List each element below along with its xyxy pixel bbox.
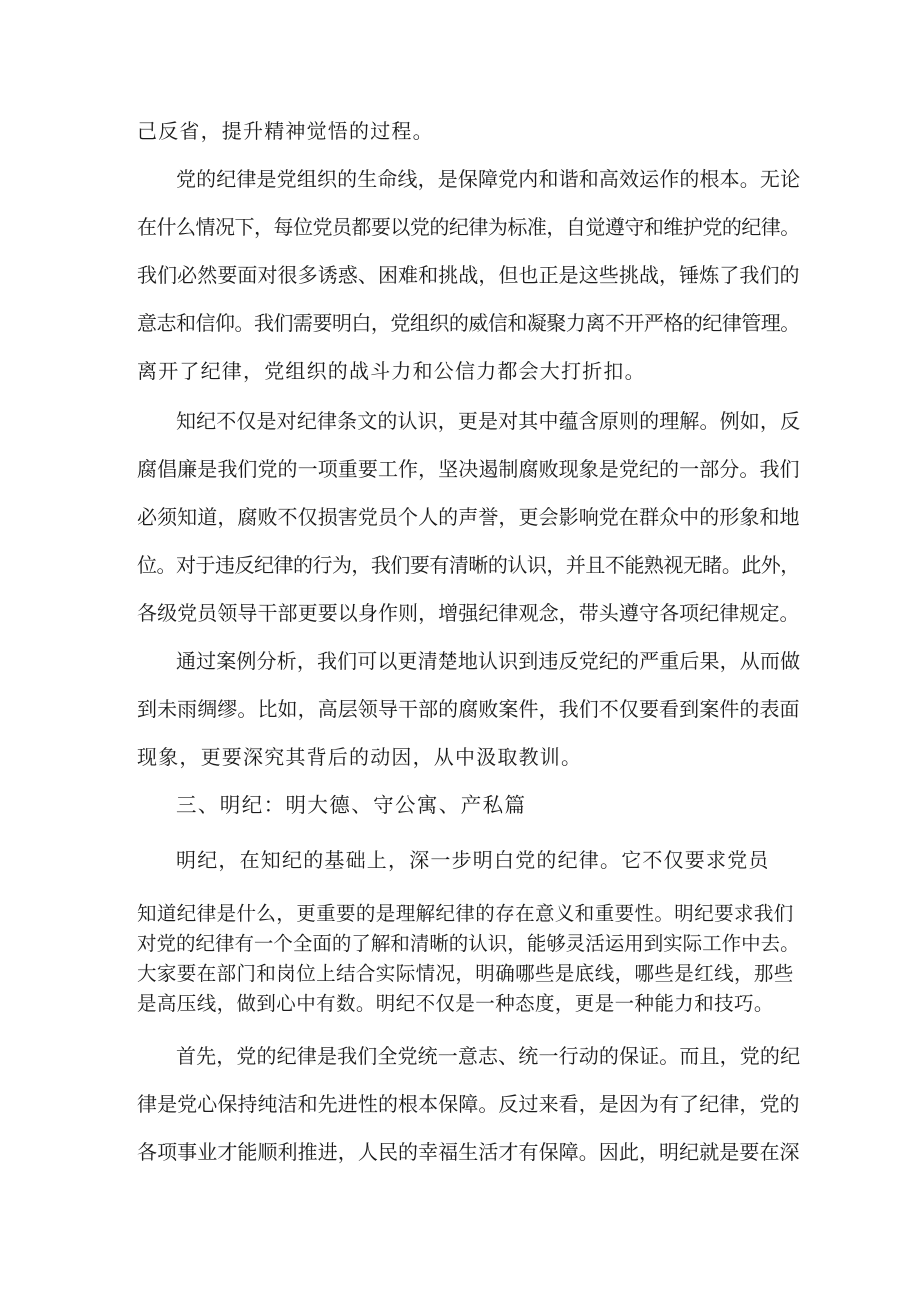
paragraph-line: 意志和信仰。我们需要明白，党组织的威信和凝聚力离不开严格的纪律管理。 — [137, 311, 800, 335]
paragraph-line: 明纪，在知纪的基础上，深一步明白党的纪律。它不仅要求党员 — [176, 848, 770, 872]
paragraph-line: 通过案例分析，我们可以更清楚地认识到违反党纪的严重后果，从而做 — [176, 649, 801, 673]
paragraph-line: 对党的纪律有一个全面的了解和清晰的认识，能够灵活运用到实际工作中去。 — [137, 932, 800, 955]
paragraph-line: 首先，党的纪律是我们全党统一意志、统一行动的保证。而且，党的纪 — [176, 1044, 801, 1068]
paragraph-line: 各项事业才能顺利推进，人民的幸福生活才有保障。因此，明纪就是要在深 — [137, 1140, 800, 1164]
paragraph-line: 知道纪律是什么，更重要的是理解纪律的存在意义和重要性。明纪要求我们 — [137, 902, 794, 925]
paragraph-line: 知纪不仅是对纪律条文的认识，更是对其中蕴含原则的理解。例如，反 — [176, 409, 801, 433]
paragraph-line: 位。对于违反纪律的行为，我们要有清晰的认识，并且不能熟视无睹。此外， — [137, 553, 800, 577]
paragraph-line: 现象，更要深究其背后的动因，从中汲取教训。 — [137, 745, 583, 769]
paragraph-line: 己反省，提升精神觉悟的过程。 — [137, 119, 434, 143]
paragraph-line: 党的纪律是党组织的生命线，是保障党内和谐和高效运作的根本。无论 — [176, 167, 801, 191]
paragraph-line: 腐倡廉是我们党的一项重要工作，坚决遏制腐败现象是党纪的一部分。我们 — [137, 457, 800, 481]
paragraph-line: 必须知道，腐败不仅损害党员个人的声誉，更会影响党在群众中的形象和地 — [137, 505, 800, 529]
section-heading: 三、明纪：明大德、守公寓、产私篇 — [176, 793, 527, 817]
paragraph-line: 在什么情况下，每位党员都要以党的纪律为标准，自觉遵守和维护党的纪律。 — [137, 215, 800, 239]
paragraph-line: 离开了纪律，党组织的战斗力和公信力都会大打折扣。 — [137, 359, 646, 383]
paragraph-line: 到未雨绸缪。比如，高层领导干部的腐败案件，我们不仅要看到案件的表面 — [137, 697, 800, 721]
paragraph-line: 律是党心保持纯洁和先进性的根本保障。反过来看，是因为有了纪律，党的 — [137, 1092, 800, 1116]
paragraph-line: 大家要在部门和岗位上结合实际情况，明确哪些是底线，哪些是红线，那些 — [137, 962, 794, 985]
paragraph-line: 各级党员领导干部更要以身作则，增强纪律观念，带头遵守各项纪律规定。 — [137, 601, 800, 625]
paragraph-line: 是高压线，做到心中有数。明纪不仅是一种态度，更是一种能力和技巧。 — [137, 992, 774, 1015]
paragraph-line: 我们必然要面对很多诱惑、困难和挑战，但也正是这些挑战，锤炼了我们的 — [137, 263, 800, 287]
